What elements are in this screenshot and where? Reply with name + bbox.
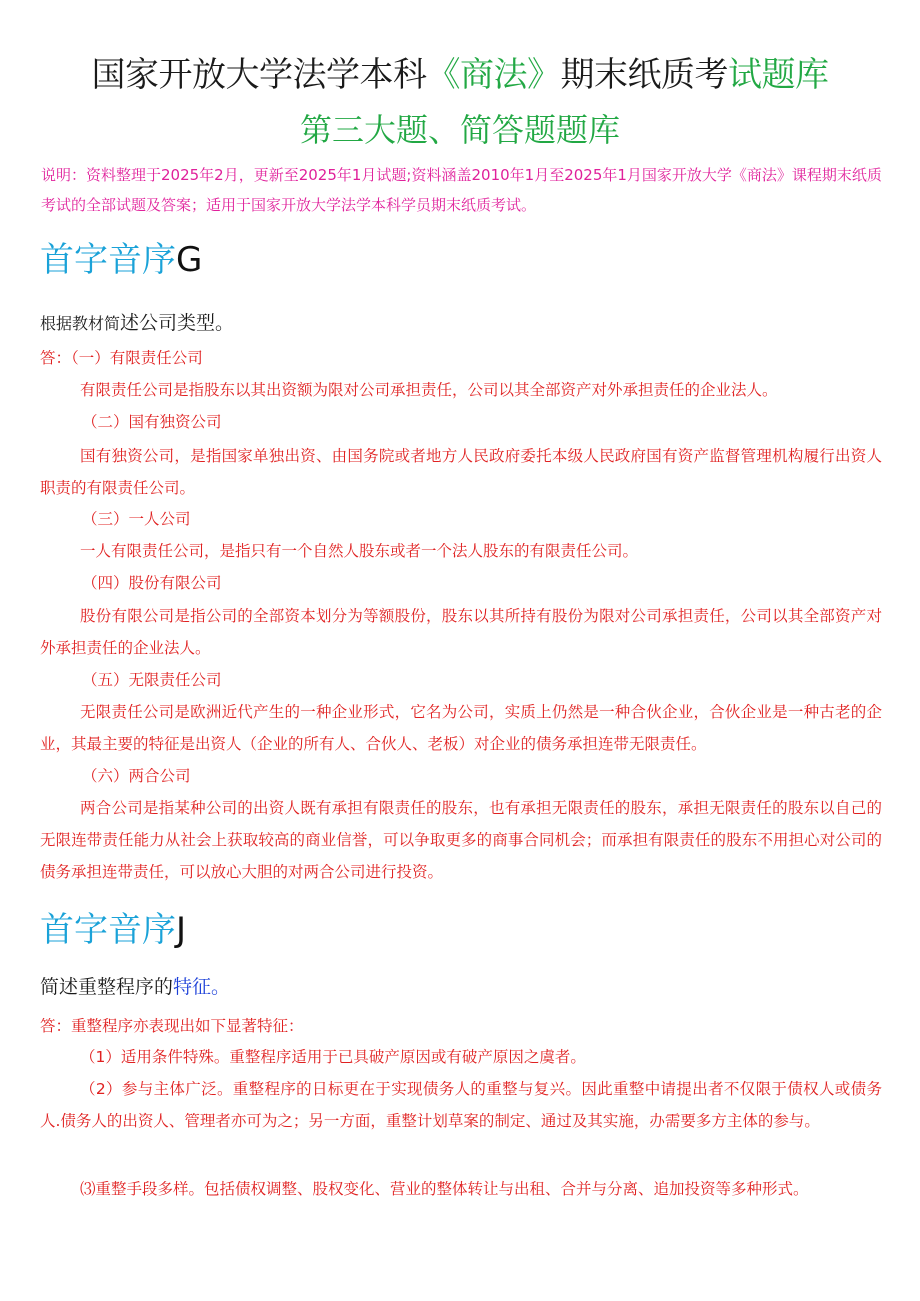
question-text-small: 根据教材简 xyxy=(40,314,121,333)
answer-subheading: （三）一人公司 xyxy=(82,510,191,528)
title-pre: 国家开放大学法学本科 xyxy=(91,55,427,95)
section-heading-letter: G xyxy=(176,240,203,280)
question-text-blue: 特征。 xyxy=(173,976,231,998)
section-heading-g xyxy=(40,238,202,282)
title-highlight: 《商法》 xyxy=(426,55,561,95)
section-heading-j xyxy=(40,908,186,952)
title-mid: 期末纸质考 xyxy=(560,55,728,95)
question-text-large: 述公司类型。 xyxy=(120,312,235,334)
section-heading-letter: J xyxy=(176,910,187,950)
question-text-main: 简述重整程序的 xyxy=(40,976,174,998)
answer-paragraph: 无限责任公司是欧洲近代产生的一种企业形式，它名为公司，实质上仍然是一种合伙企业，合伙企业是一种古老的企业，其最主要的特征是出资人（企业的所有人、合伙人、老板）对企业的债务承担连带无限责任。 xyxy=(40,703,882,753)
document-subtitle: 第三大题、简答题题库 xyxy=(299,111,620,149)
title-tail: 试题库 xyxy=(728,55,829,95)
answer-paragraph: 一人有限责任公司，是指只有一个自然人股东或者一个法人股东的有限责任公司。 xyxy=(80,542,639,560)
answer-label: 答：（一）有限责任公司 xyxy=(40,349,203,367)
question-company-types xyxy=(40,310,234,337)
answer-paragraph: 股份有限公司是指公司的全部资本划分为等额股份，股东以其所持有股份为限对公司承担责任，公司以其全部资产对外承担责任的企业法人。 xyxy=(40,607,882,657)
answer-subheading: （四）股份有限公司 xyxy=(82,574,222,592)
answer-paragraph: ⑶重整手段多样。包括债权调整、股权变化、营业的整体转让与出租、合并与分离、追加投资等多种形式。 xyxy=(80,1180,809,1198)
answer-paragraph: 两合公司是指某种公司的出资人既有承担有限责任的股东，也有承担无限责任的股东，承担无限责任的股东以自己的无限连带责任能力从社会上获取较高的商业信誉，可以争取更多的商事合同机会；而承担有限责任的股东不用担心对公司的债务承担连带责任，可以放心大胆的对两合公司进行投资。 xyxy=(40,799,882,881)
answer-subheading: （二）国有独资公司 xyxy=(82,413,222,431)
section-heading-label: 首字音序 xyxy=(40,240,176,280)
description-note: 说明：资料整理于2025年2月，更新至2025年1月试题;资料涵盖2010年1月至2025年1月国家开放大学《商法》课程期末纸质考试的全部试题及答案；适用于国家开放大学法学本科学员期末纸质考试。 xyxy=(41,166,882,214)
section-heading-label: 首字音序 xyxy=(40,910,176,950)
answer-paragraph: （1）适用条件特殊。重整程序适用于已具破产原因或有破产原因之虞者。 xyxy=(80,1048,586,1066)
answer-paragraph: （2）参与主体广泛。重整程序的日标更在于实现债务人的重整与复兴。因此重整中请提出者不仅限于债权人或债务人.债务人的出资人、管理者亦可为之；另一方面，重整计划草案的制定、通过及其实施，办需要多方主体的参与。 xyxy=(40,1080,882,1130)
answer-label: 答：重整程序亦表现出如下显著特征： xyxy=(40,1017,304,1035)
question-reorganization-features xyxy=(40,974,230,1000)
answer-subheading: （五）无限责任公司 xyxy=(82,671,222,689)
answer-subheading: （六）两合公司 xyxy=(82,767,191,785)
answer-paragraph: 国有独资公司，是指国家单独出资、由国务院或者地方人民政府委托本级人民政府国有资产监督管理机构履行出资人职责的有限责任公司。 xyxy=(40,447,882,497)
document-title xyxy=(0,52,920,98)
answer-paragraph: 有限责任公司是指股东以其出资额为限对公司承担责任，公司以其全部资产对外承担责任的企业法人。 xyxy=(80,381,778,399)
